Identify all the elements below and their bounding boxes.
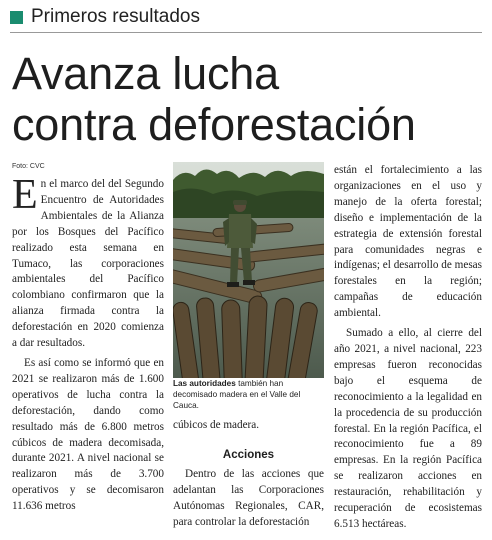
headline — [12, 48, 482, 150]
headline-line-2: contra deforestación — [12, 99, 416, 150]
paragraph-1-text: n el marco del del Segundo Encuentro de Autoridades Ambientales de la Alianza por los Bosques del Pacífico realizado esta semana en Tumaco, las corporaciones ambientales del Pacífico colombiano confirmaron que la alianza firmada contra la deforestación en 2020 comienza a dar resultados. — [12, 178, 164, 350]
section-marker-icon — [10, 11, 23, 24]
drop-cap: E — [12, 172, 38, 218]
section-header — [10, 6, 486, 28]
article-column-2 — [173, 467, 324, 531]
column-2-paragraph: Dentro de las acciones que adelantan las Corporaciones Autónomas Regionales, CAR, para controlar la deforestación — [173, 468, 324, 528]
caption-text: también han decomisado madera en el Valle del Cauca. — [173, 379, 301, 410]
caption-lead: Las autoridades — [173, 379, 236, 388]
paragraph-2: Es así como se informó que en 2021 se realizaron más de 1.600 operativos de lucha contra la deforestación, dando como resultado más de 6.800 metros cúbicos de madera decomisada, durante 2021. A nivel nacional se realizaron más de 3.700 operativos y se decomisaron 11.636 metros — [12, 356, 164, 513]
section-label: Primeros resultados — [31, 6, 200, 27]
article-column-3 — [334, 163, 482, 533]
headline-line-1: Avanza lucha — [12, 48, 279, 99]
article-photo — [173, 162, 324, 378]
photo-caption — [173, 379, 324, 411]
forest-river-logs-photo — [173, 162, 324, 378]
article-column-1 — [12, 172, 164, 515]
article-column-2-top — [173, 418, 324, 434]
paragraph-1 — [12, 172, 164, 352]
subheading-acciones: Acciones — [222, 449, 275, 461]
column-3-paragraph-1: están el fortalecimiento a las organizaciones en el uso y manejo de la oferta forestal; diseño e implementación de la estrategia de extensión forestal para comunidades negras e indígenas; el desarrollo de mesas forestales en la región; campañas de educación ambiental. — [334, 164, 482, 320]
top-divider — [10, 32, 482, 33]
continuation-text: cúbicos de madera. — [173, 419, 260, 431]
column-3-paragraph-2: Sumado a ello, al cierre del año 2021, a nivel nacional, 223 empresas fueron reconocidas bajo el esquema de reconocimiento a la legalidad en la procedencia de su producción forestal. En la región Pacífica, el reconocimiento fue a 89 empresas. En la región Pacífica se realizaron acciones en restauración, rehabilitación y recuperación de ecosistemas 6.513 hectáreas. — [334, 327, 482, 530]
photo-credit: Foto: CVC — [12, 163, 45, 170]
